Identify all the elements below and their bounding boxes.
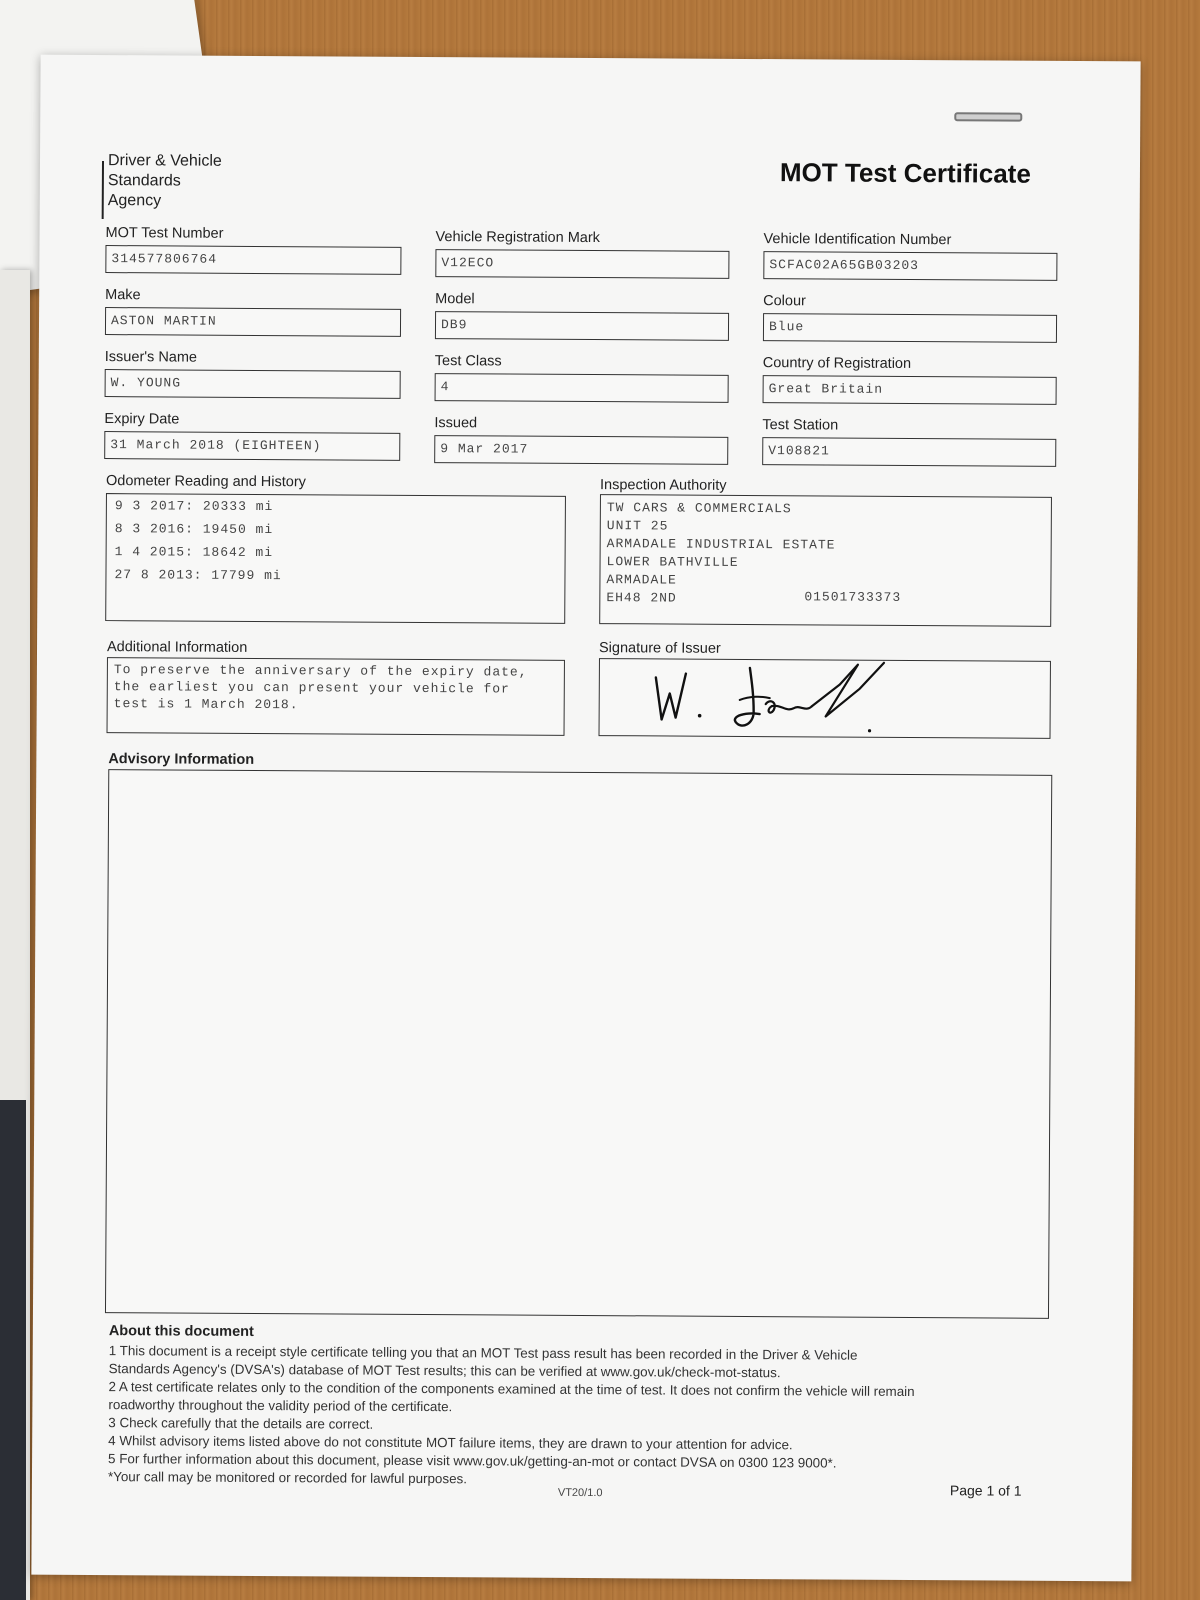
about-line: 2 A test certificate relates only to the condition of the components examined at the time of test. It does not confirm the vehicle will remain (108, 1379, 915, 1400)
about-line: *Your call may be monitored or recorded for lawful purposes. (107, 1469, 468, 1487)
form-code: VT20/1.0 (557, 1486, 603, 1500)
signature-label: Signature of Issuer (598, 640, 721, 657)
additional-line: To preserve the anniversary of the expiry date, (113, 662, 528, 680)
additional-line: the earliest you can present your vehicle for (113, 679, 510, 697)
mot-test-number-field: 314577806764 (105, 245, 401, 275)
additional-information-box (107, 657, 565, 736)
authority-line: EH48 2ND (606, 590, 677, 606)
make-label: Make (105, 287, 141, 304)
model-label: Model (435, 291, 475, 308)
authority-line: TW CARS & COMMERCIALS (606, 500, 792, 517)
authority-line: ARMADALE INDUSTRIAL ESTATE (606, 536, 836, 553)
expiry-date-label: Expiry Date (104, 411, 180, 428)
about-line: 3 Check carefully that the details are correct. (108, 1415, 374, 1432)
test-station-label: Test Station (762, 417, 839, 434)
model-field: DB9 (435, 311, 729, 341)
about-line: 4 Whilst advisory items listed above do not constitute MOT failure items, they are drawn to your attention for advice. (108, 1433, 793, 1453)
registration-mark-field: V12ECO (435, 249, 729, 279)
about-line: roadworthy throughout the validity period of the certificate. (108, 1397, 453, 1415)
expiry-date-field: 31 March 2018 (EIGHTEEN) (104, 431, 400, 461)
issued-field: 9 Mar 2017 (434, 435, 728, 465)
authority-line: ARMADALE (606, 572, 677, 588)
vin-label: Vehicle Identification Number (763, 231, 952, 249)
odometer-entry: 8 3 2016: 19450 mi (114, 521, 274, 538)
odometer-history-box (105, 493, 566, 624)
advisory-information-label: Advisory Information (108, 751, 255, 768)
page-number: Page 1 of 1 (949, 1482, 1022, 1499)
issued-label: Issued (434, 415, 478, 432)
signature-box (599, 658, 1051, 739)
about-line: Standards Agency's (DVSA's) database of MOT Test results; this can be verified at www.gov.uk/check-mot-status. (108, 1361, 781, 1381)
colour-field: Blue (763, 313, 1057, 343)
logo-line-1: Driver & Vehicle (107, 152, 222, 170)
additional-line: test is 1 March 2018. (113, 696, 299, 713)
make-field: ASTON MARTIN (105, 307, 401, 337)
authority-line: LOWER BATHVILLE (606, 554, 739, 570)
issuer-name-field: W. YOUNG (105, 369, 401, 399)
logo-line-2: Standards (107, 172, 181, 190)
about-line: 5 For further information about this document, please visit www.gov.uk/getting-an-mot or contact DVSA on 0300 123 9000*. (108, 1451, 837, 1471)
odometer-entry: 1 4 2015: 18642 mi (114, 544, 274, 561)
advisory-information-box (105, 769, 1052, 1319)
additional-information-label: Additional Information (106, 639, 248, 656)
odometer-entry: 27 8 2013: 17799 mi (114, 567, 282, 584)
about-line: 1 This document is a receipt style certificate telling you that an MOT Test pass result has been recorded in the Driver & Vehicle (108, 1343, 858, 1363)
odometer-entry: 9 3 2017: 20333 mi (114, 498, 274, 515)
odometer-label: Odometer Reading and History (106, 473, 306, 491)
vin-field: SCFAC02A65GB03203 (763, 251, 1057, 281)
test-class-field: 4 (435, 373, 729, 403)
test-station-field: V108821 (762, 437, 1056, 467)
mot-test-number-label: MOT Test Number (105, 225, 224, 242)
authority-phone: 01501733373 (804, 589, 902, 605)
background-sheet-edge (0, 270, 30, 1600)
country-field: Great Britain (763, 375, 1057, 405)
document-title: MOT Test Certificate (779, 157, 1031, 189)
registration-mark-label: Vehicle Registration Mark (435, 229, 601, 247)
about-title: About this document (108, 1323, 254, 1340)
inspection-authority-box (599, 494, 1052, 627)
mot-certificate-page (31, 55, 1140, 1582)
dvsa-logo (108, 151, 278, 212)
issuer-name-label: Issuer's Name (104, 349, 198, 366)
handwritten-signature (599, 659, 1051, 740)
country-label: Country of Registration (762, 355, 912, 372)
staple-icon (954, 112, 1022, 121)
test-class-label: Test Class (434, 353, 502, 370)
logo-line-3: Agency (107, 192, 162, 210)
inspection-authority-label: Inspection Authority (599, 477, 727, 494)
colour-label: Colour (763, 293, 806, 310)
authority-line: UNIT 25 (606, 518, 669, 534)
